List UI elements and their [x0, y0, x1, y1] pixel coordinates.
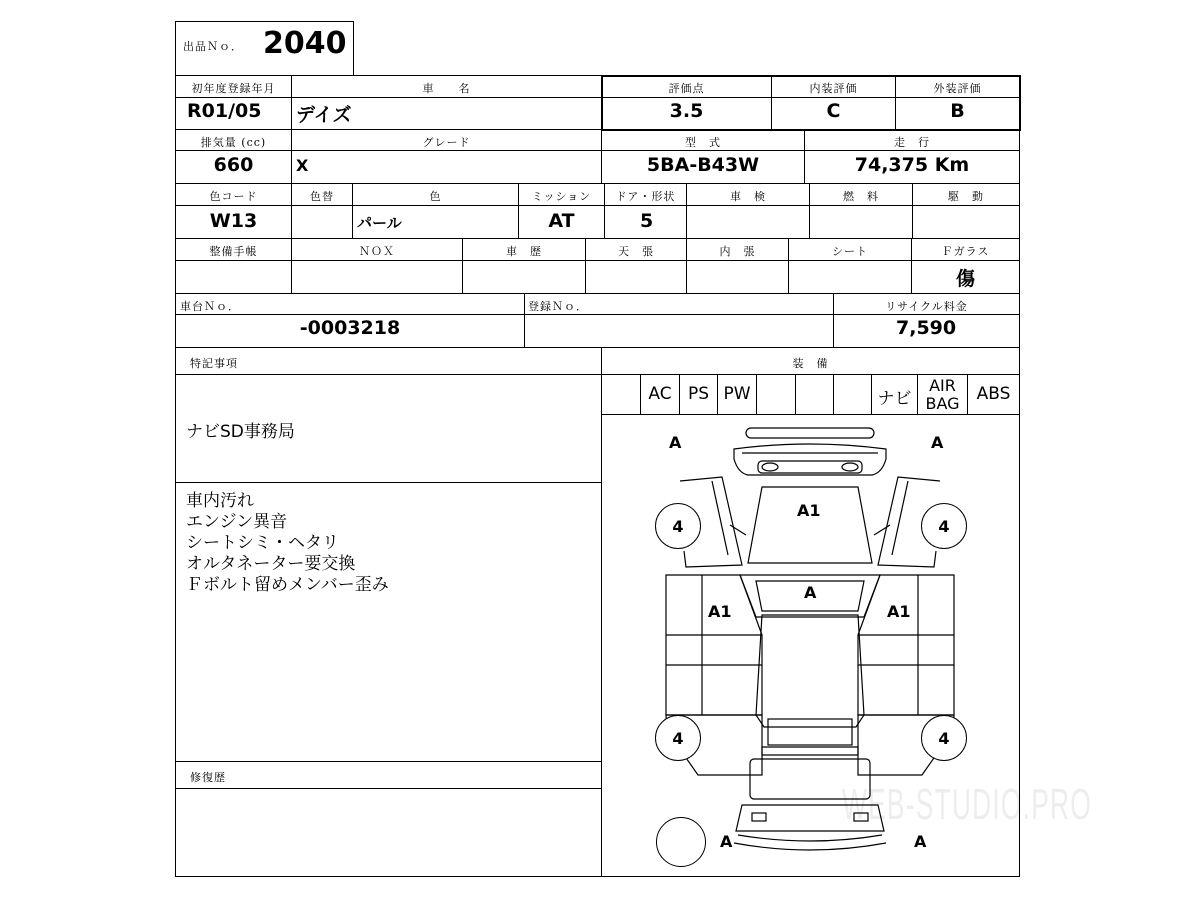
equipment-ps: PS: [687, 384, 710, 404]
header-color-code: 色コード: [209, 190, 258, 203]
value-color-code: W13: [209, 210, 258, 232]
value-first-registration: R01/05: [187, 100, 262, 122]
value-model: 5BA-B43W: [646, 154, 760, 176]
front-bumper-top: [746, 428, 874, 438]
damage-right-side: A1: [887, 602, 911, 621]
tire-rear-left: 4: [655, 715, 701, 761]
header-color: 色: [429, 190, 442, 203]
header-repair-history: 修復歴: [190, 771, 226, 784]
header-fuel: 燃 料: [843, 190, 879, 203]
damage-hood: A1: [797, 501, 821, 520]
damage-front-right: A: [931, 433, 944, 452]
note-line-2: エンジン異音: [186, 512, 288, 532]
note-navi-sd: ナビSD事務局: [186, 422, 295, 442]
header-chassis-no: 車台Ｎｏ．: [180, 300, 240, 313]
value-car-name: デイズ: [296, 104, 352, 126]
value-doors: 5: [640, 210, 654, 232]
equipment-pw: PW: [723, 384, 751, 404]
header-equipment: 装 備: [792, 357, 829, 370]
header-car-name: 車 名: [422, 82, 471, 95]
equipment-ac: AC: [648, 384, 672, 404]
header-drive: 駆 動: [948, 190, 984, 203]
note-line-3: シートシミ・ヘタリ: [186, 533, 339, 553]
value-mission: AT: [548, 210, 575, 232]
equipment-abs: ABS: [976, 384, 1011, 404]
header-registration-no: 登録Ｎｏ．: [528, 300, 588, 313]
damage-front-left: A: [669, 433, 682, 452]
left-doors: [666, 575, 762, 715]
note-line-4: オルタネーター要交換: [186, 554, 356, 574]
roof-panel: [756, 615, 864, 727]
header-interior: 内装評価: [809, 82, 858, 95]
watermark: WEB-STUDIO.PRO: [842, 780, 1093, 829]
header-interior-trim: 内 張: [719, 245, 756, 258]
note-line-5: Ｆボルト留めメンバー歪み: [186, 575, 389, 595]
header-mission: ミッション: [531, 190, 592, 203]
value-displacement: 660: [213, 154, 254, 176]
header-model: 型 式: [685, 136, 721, 149]
header-doors: ドア・形状: [615, 190, 676, 203]
header-recycle-fee: リサイクル料金: [885, 300, 968, 313]
equipment-navi: ナビ: [877, 389, 912, 409]
header-service-book: 整備手帳: [209, 245, 258, 258]
right-doors: [858, 575, 954, 715]
damage-rear-left: A: [720, 832, 733, 851]
header-mileage: 走 行: [894, 136, 930, 149]
value-color: パール: [357, 214, 402, 232]
tire-front-right: 4: [921, 503, 967, 549]
front-bumper: [734, 444, 886, 475]
hood-panel: [748, 487, 872, 563]
header-nox: ＮＯＸ: [359, 245, 395, 258]
header-grade: グレード: [422, 136, 471, 149]
value-recycle-fee: 7,590: [896, 317, 957, 339]
lot-number: 2040: [263, 26, 347, 61]
header-sunroof: 天 張: [618, 245, 654, 258]
tire-rear-right: 4: [921, 715, 967, 761]
value-f-glass: 傷: [955, 268, 975, 290]
value-grade: X: [296, 156, 309, 175]
value-interior: C: [826, 100, 841, 122]
header-notes: 特記事項: [190, 357, 238, 370]
value-score: 3.5: [669, 100, 704, 122]
equipment-airbag-line2: BAG: [925, 394, 960, 413]
damage-roof: A: [804, 583, 817, 602]
header-color-change: 色替: [310, 190, 334, 203]
header-score: 評価点: [668, 82, 705, 95]
header-displacement: 排気量 (cc): [200, 136, 267, 149]
spare-tire: [656, 817, 706, 867]
header-history: 車 歴: [506, 245, 542, 258]
header-inspection: 車 検: [730, 190, 766, 203]
header-seat: シート: [832, 245, 868, 258]
header-f-glass: Ｆガラス: [941, 245, 990, 258]
tire-front-left: 4: [655, 503, 701, 549]
note-line-1: 車内汚れ: [186, 491, 254, 511]
header-exterior: 外装評価: [933, 82, 982, 95]
value-exterior: B: [950, 100, 965, 122]
header-first-registration: 初年度登録年月: [191, 82, 276, 95]
lot-label: 出品Ｎｏ．: [183, 40, 243, 53]
equipment-airbag-line1: AIR: [929, 376, 956, 395]
damage-left-side: A1: [708, 602, 732, 621]
value-mileage: 74,375 Km: [854, 154, 970, 176]
value-chassis-no: -0003218: [299, 317, 401, 339]
damage-rear-right: A: [914, 832, 927, 851]
